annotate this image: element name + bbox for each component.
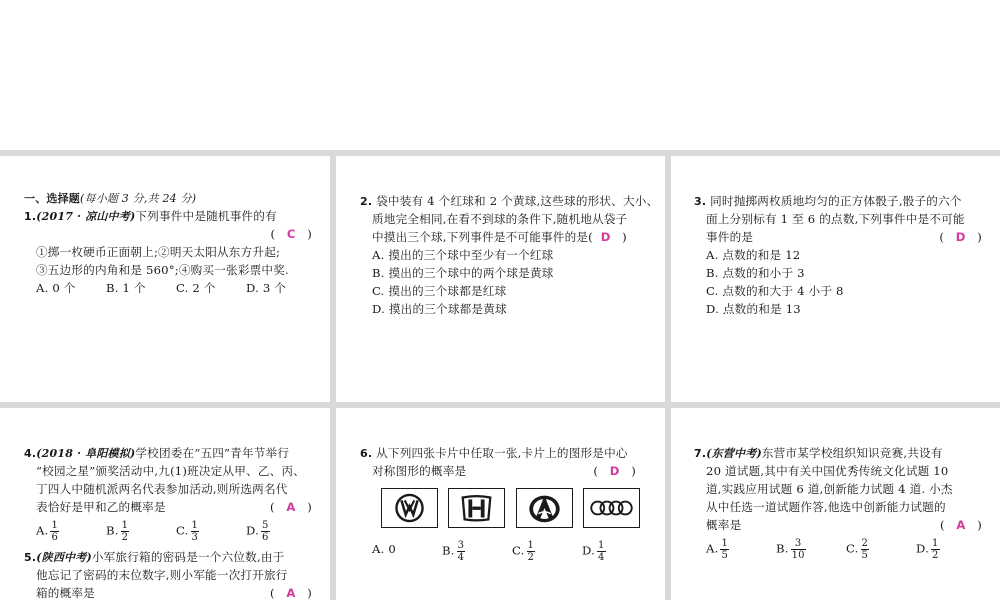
answer-letter: D (600, 230, 611, 244)
audi-logo (584, 489, 639, 527)
answer-letter: A (956, 518, 966, 532)
answer-letter: A (286, 586, 296, 600)
answer-line: ( C ) (270, 227, 312, 241)
honda-logo-card (448, 488, 505, 528)
question-panel-6 (671, 408, 1000, 600)
option-a: A. $\frac{1}{6}$ (36, 520, 59, 543)
answer-line: 箱的概率是 ( A ) (36, 586, 312, 600)
question-7: 7.(东营中考)东营市某学校组织知识竞赛,共设有 20 道试题,其中有关中国优秀传统文化试题 10 道,实践应用试题 6 道,创新能力试题 4 道. 小杰 从中任选一道试题作答,他选中创新能力试题的 概率是 ( A ) A. $\frac{1}{5}$ B. $\frac{3}{10}$ C. $\frac{2}{5}$ D. $\frac{1}{2}$ (694, 444, 986, 562)
option-a: A. $\frac{1}{5}$ (706, 538, 729, 561)
answer-letter: C (286, 227, 296, 241)
option-b: B. 点数的和小于 3 (706, 266, 805, 280)
answer-letter: D (609, 464, 620, 478)
option-a: A. 摸出的三个球中至少有一个红球 (372, 248, 554, 262)
question-5: 5.(陕西中考)小军旅行箱的密码是一个六位数,由于 他忘记了密码的末位数字,则小军能一次打开旅行 箱的概率是 ( A ) (24, 548, 316, 600)
question-6: 6. 从下列四张卡片中任取一张,卡片上的图形是中心 对称图形的概率是 ( D ) (360, 444, 652, 480)
question-source: (陕西中考) (36, 551, 92, 564)
question-panel-3 (671, 156, 1000, 402)
question-2: 2. 袋中装有 4 个红球和 2 个黄球,这些球的形状、大小、 质地完全相同,在看不到球的条件下,随机地从袋子 中摸出三个球,下列事件是不可能事件的是( D ) A. 摸出的三个球中至少有一个红球 B. 摸出的三个球中的两个球是黄球 C. 摸出的三个球都是红球 D. 摸出的三个球都是黄球 (360, 194, 659, 316)
option-d: D. 3 个 (246, 281, 287, 295)
option-d: D. 摸出的三个球都是黄球 (372, 302, 507, 316)
option-c: C. 2 个 (176, 281, 216, 295)
section-title: 一、选择题 (24, 192, 80, 205)
answer-line: 表恰好是甲和乙的概率是 ( A ) (36, 500, 312, 514)
option-d: D. 点数的和是 13 (706, 302, 801, 316)
audi-logo-card (583, 488, 640, 528)
options-row (36, 279, 316, 297)
question-1: 一、选择题(每小题 3 分,共 24 分) 1.(2017 · 凉山中考)下列事件中是随机事件的有 ( C ) ①掷一枚硬币正面朝上;②明天太阳从东方升起; ③五边形的内角和是 560°;④购买一张彩票中奖. A. 0 个 B. 1 个 C. 2 个 D. 3 个 (24, 189, 316, 297)
answer-line: 概率是 ( A ) (706, 518, 982, 532)
question-panel-2 (336, 156, 665, 402)
answer-line: 对称图形的概率是 ( D ) (372, 464, 636, 478)
question-source: (2017 · 凉山中考) (36, 210, 136, 223)
answer-line: 中摸出三个球,下列事件是不可能事件的是( D ) (372, 230, 627, 244)
question-panel-4 (0, 408, 330, 600)
option-a: A. 0 (372, 542, 396, 556)
options-row (372, 536, 652, 564)
question-1-stem: 1.(2017 · 凉山中考)下列事件中是随机事件的有 (24, 209, 277, 223)
option-c: C. $\frac{1}{2}$ (512, 540, 535, 563)
question-source: (东营中考) (706, 447, 762, 460)
option-a: A. 0 个 (36, 281, 76, 295)
option-c: C. $\frac{1}{3}$ (176, 520, 199, 543)
answer-letter: A (286, 500, 296, 514)
option-d: D. $\frac{1}{2}$ (916, 538, 939, 561)
options-row (706, 534, 986, 562)
option-b: B. $\frac{3}{10}$ (776, 538, 805, 561)
section-note: (每小题 3 分,共 24 分) (80, 192, 197, 205)
changan-logo (517, 489, 572, 527)
question-4: 4.(2018 · 阜阳模拟)学校团委在“五四”青年节举行 “校园之星”颁奖活动中,九(1)班决定从甲、乙、丙、 丁四人中随机派两名代表参加活动,则所选两名代 表恰好是甲和乙的概率是 ( A ) A. $\frac{1}{6}$ B. $\frac{1}{2}$ C. $\frac{1}{3}$ D. $\frac{5}{6}$ (24, 444, 316, 544)
question-panel-5 (336, 408, 665, 600)
changan-logo-card (516, 488, 573, 528)
answer-line: 事件的是 ( D ) (706, 230, 982, 244)
honda-logo (449, 489, 504, 527)
option-a: A. 点数的和是 12 (706, 248, 801, 262)
section-heading (24, 189, 316, 207)
logo-cards (378, 488, 638, 528)
volkswagen-logo (382, 489, 437, 527)
volkswagen-logo-card (381, 488, 438, 528)
question-source: (2018 · 阜阳模拟) (36, 447, 136, 460)
question-panel-1 (0, 156, 330, 402)
options-row (36, 516, 316, 544)
option-d: D. $\frac{5}{6}$ (246, 520, 269, 543)
option-c: C. $\frac{2}{5}$ (846, 538, 869, 561)
option-c: C. 点数的和大于 4 小于 8 (706, 284, 844, 298)
option-b: B. $\frac{1}{2}$ (106, 520, 129, 543)
option-c: C. 摸出的三个球都是红球 (372, 284, 507, 298)
answer-letter: D (955, 230, 966, 244)
question-3: 3. 同时抛掷两枚质地均匀的正方体骰子,骰子的六个 面上分别标有 1 至 6 的点数,下列事件中是不可能 事件的是 ( D ) A. 点数的和是 12 B. 点数的和小于 3 C. 点数的和大于 4 小于 8 D. 点数的和是 13 (694, 192, 986, 318)
option-d: D. $\frac{1}{4}$ (582, 540, 605, 563)
option-b: B. 1 个 (106, 281, 146, 295)
option-b: B. $\frac{3}{4}$ (442, 540, 465, 563)
option-b: B. 摸出的三个球中的两个球是黄球 (372, 266, 554, 280)
question-6-options (372, 536, 652, 564)
